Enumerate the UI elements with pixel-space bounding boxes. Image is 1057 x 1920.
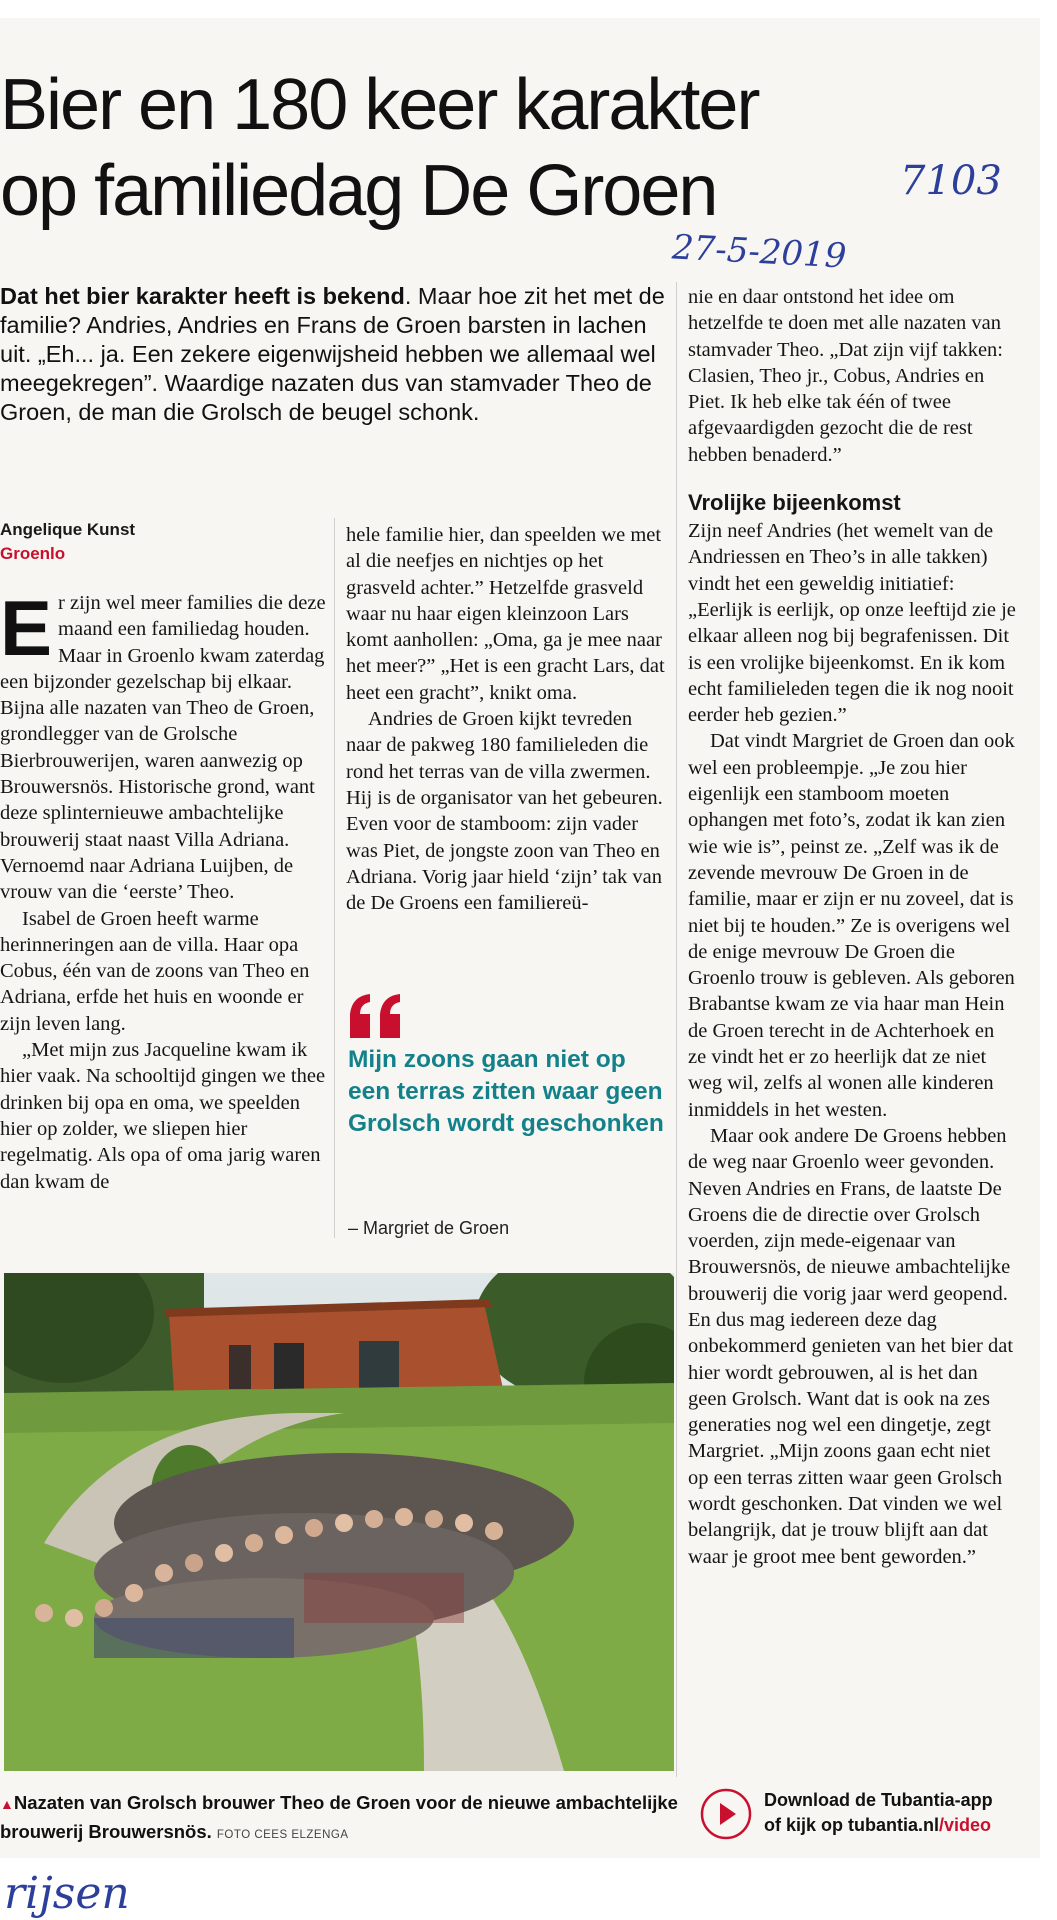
promo-line-1: Download de Tubantia-app — [764, 1790, 993, 1810]
video-link[interactable]: /video — [939, 1815, 992, 1835]
lead-bold: Dat het bier karakter heeft is bekend — [0, 283, 405, 309]
paragraph: hele familie hier, dan speelden we met al die neefjes en nichtjes op het grasveld achter.” Hetzelfde grasveld waar nu haar eigen kleinzoon Lars komt aanhollen: „Oma, ga je mee naar het meer?” „Het is een gracht Lars, dat heet een gracht”, knikt oma. — [346, 524, 665, 704]
headline — [0, 62, 1030, 234]
quote-mark-icon — [348, 992, 408, 1042]
headline-line-1: Bier en 180 keer karakter — [0, 65, 759, 145]
paragraph: Dat vindt Margriet de Groen dan ook wel een probleempje. „Je zou hier eigenlijk een stamboom moeten ophangen met foto’s, zodat ik kan zien wie wie is”, peinst ze. „Zelf was ik de zevende mevrouw De Groen in de familie, maar er zijn er nu zoveel, dat is niet bij te houden.” Ze is overigens wel de enige mevrouw De Groen die Groenlo trouw is gebleven. Als geboren Brabantse kwam ze via haar man Hein de Groen terecht in de Achterhoek en ze vindt het er zo heerlijk dat ze niet weg wil, zelfs al wonen alle kinderen inmiddels in het westen. — [688, 730, 1015, 1121]
lead-paragraph — [0, 282, 665, 427]
headline-line-2: op familiedag De Groen — [0, 151, 717, 231]
handwritten-reference: 7103 — [900, 158, 1002, 204]
play-icon[interactable] — [700, 1788, 752, 1840]
lead-text: . Maar hoe zit het met de familie? Andries, Andries en Frans de Groen barsten in lachen uit. „Eh... ja. Een zekere eigenwijsheid hebben we allemaal wel meegekregen”. Waardige nazaten dus van stamvader Theo de Groen, de man die Grolsch de beugel schonk. — [0, 283, 665, 425]
promo-text — [764, 1788, 993, 1838]
article-column-1 — [0, 584, 326, 1195]
paragraph: Er zijn wel meer families die deze maand een familiedag houden. Maar in Groenlo kwam zaterdag een bijzonder gezelschap bij elkaar. Bijna alle nazaten van Theo de Groen, grondlegger van de Grolsche Bierbrouwerijen, waren aanwezig op Brouwersnös. Historische grond, want deze splinternieuwe ambachtelijke brouwerij staat naast Villa Adriana. Vernoemd naar Adriana Luijben, de vrouw van die ‘eerste’ Theo. — [0, 584, 326, 904]
paragraph: nie en daar ontstond het idee om hetzelfde te doen met alle nazaten van stamvader Theo. „Dat zijn vijf takken: Clasien, Theo jr., Cobus, Andries en Piet. Ik heb elke tak één of twee afgevaardigden gezocht die de rest hebben benaderd.” — [688, 286, 1003, 466]
column-rule — [334, 518, 335, 1238]
byline — [0, 518, 320, 566]
drop-cap: E — [0, 584, 53, 672]
pull-quote-attribution: – Margriet de Groen — [348, 1218, 510, 1238]
paragraph: Zijn neef Andries (het wemelt van de Andriessen en Theo’s in alle takken) vindt het een geweldig initiatief: „Eerlijk is eerlijk, op onze leeftijd zie je elkaar alleen nog bij begrafenissen. Dit is een vrolijke bijeenkomst. En ik kom echt familieleden tegen die ik nog nooit eerder heb gezien.” — [688, 520, 1016, 727]
group-photo — [4, 1273, 674, 1771]
photo-credit: FOTO CEES ELZENGA — [216, 1829, 349, 1841]
paragraph: Isabel de Groen heeft warme herinneringen aan de villa. Haar opa Cobus, één van de zoons van Theo en Adriana, erfde het huis en woonde er zijn leven lang. — [0, 907, 310, 1035]
handwritten-note: rijsen — [4, 1868, 130, 1919]
paragraph: Andries de Groen kijkt tevreden naar de pakweg 180 familieleden die rond het terras van de villa zwermen. Hij is de organisator van het gebeuren. Even voor de stamboom: zijn vader was Piet, de jongste zoon van Theo en Adriana. Vorig jaar hield ‘zijn’ tak van de De Groens een familiereü- — [346, 708, 663, 915]
article-column-3 — [688, 284, 1016, 1570]
paragraph: Maar ook andere De Groens hebben de weg naar Groenlo weer gevonden. Neven Andries en Frans, de laatste De Groens die de directie over Grolsch voerden, zijn mede-eigenaar van Brouwersnös, de nieuwe ambachtelijke brouwerij die vorig jaar werd geopend. En dus mag iedereen deze dag onbekommerd genieten van het bier dat hier wordt gebrouwen, al is het dan geen Grolsch. Want dat is ook na zes generaties nog wel een dingetje, zegt Margriet. „Mijn zoons gaan echt niet op een terras zitten waar geen Grolsch wordt geschonken. Dat vinden we wel belangrijk, dat je trouw blijft aan dat waar je groot mee bent geworden.” — [688, 1124, 1014, 1568]
dateline-place: Groenlo — [0, 544, 66, 563]
promo-line-2: of kijk op tubantia.nl/video — [764, 1815, 992, 1835]
pull-quote: Mijn zoons gaan niet op een terras zitten waar geen Grolsch wordt geschonken — [348, 1046, 664, 1137]
triangle-icon: ▲ — [0, 1796, 14, 1812]
author-name: Angelique Kunst — [0, 520, 136, 539]
app-promo[interactable] — [700, 1786, 1030, 1846]
subheading: Vrolijke bijeenkomst — [688, 490, 901, 516]
handwritten-date: 27-5-2019 — [671, 227, 848, 277]
column-rule — [676, 282, 677, 1777]
caption-text: Nazaten van Grolsch brouwer Theo de Groen voor de nieuwe ambachtelijke brouwerij Brouwersnös. — [0, 1792, 678, 1842]
article-column-2 — [346, 522, 668, 916]
paragraph: „Met mijn zus Jacqueline kwam ik hier vaak. Na schooltijd gingen we thee drinken bij opa en oma, we speelden hier op zolder, we sliepen hier regelmatig. Als opa of oma jarig waren dan kwam de — [0, 1039, 326, 1193]
photo-caption — [0, 1789, 690, 1849]
